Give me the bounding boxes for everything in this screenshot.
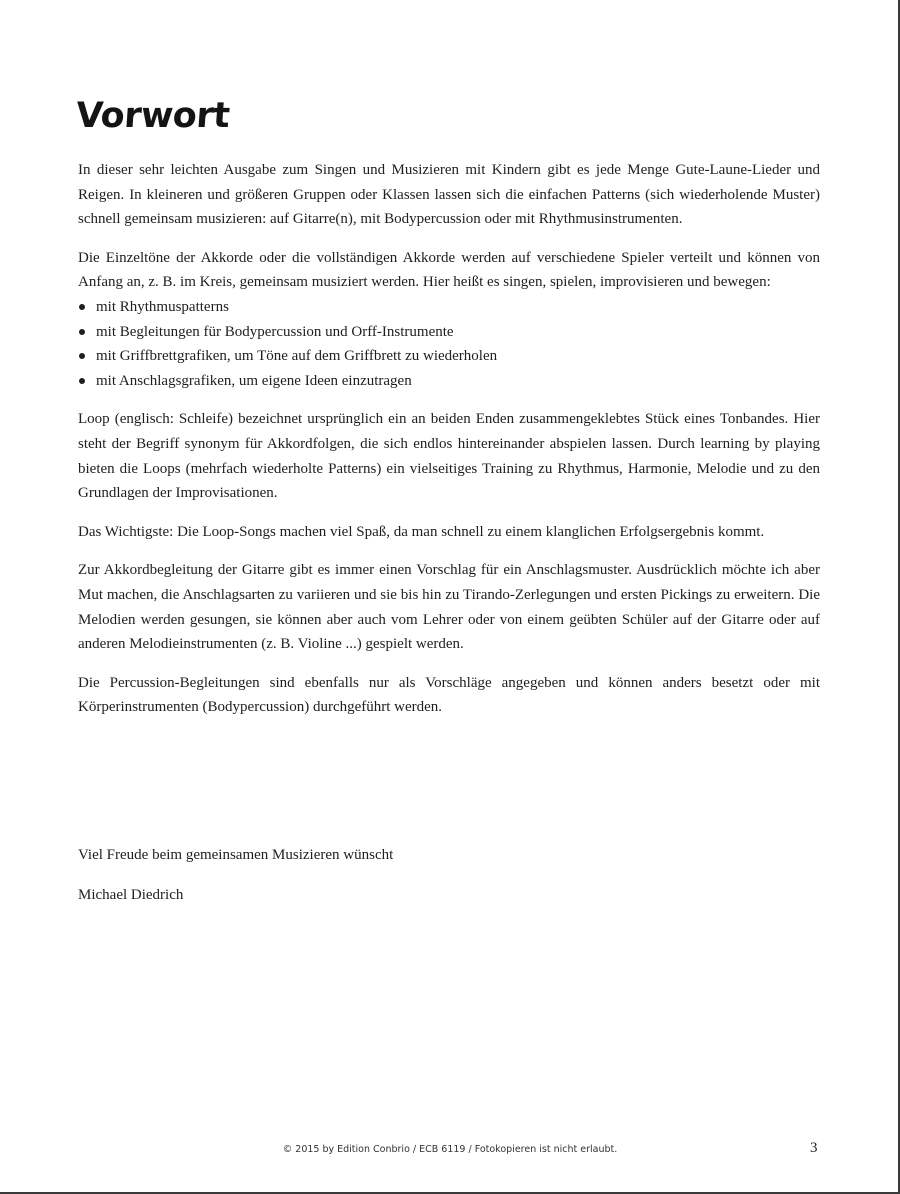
bullet-list: [78, 295, 820, 393]
author-name: Michael Diedrich: [78, 886, 184, 903]
footer-copyright: © 2015 by Edition Conbrio / ECB 6119 / Fotokopieren ist nicht erlaubt.: [282, 1144, 618, 1155]
page-title: Vorwort: [74, 96, 231, 136]
paragraph-percussion: Die Percussion-Begleitungen sind ebenfalls nur als Vorschläge angegeben und können anders besetzt oder mit Körperinstrumenten (Bodypercussion) durchgeführt werden.: [78, 674, 820, 716]
list-item-text: mit Rhythmuspatterns: [96, 298, 229, 315]
body-text: [78, 158, 820, 734]
paragraph-important: Das Wichtigste: Die Loop-Songs machen viel Spaß, da man schnell zu einem klanglichen Erfolgsergebnis kommt.: [78, 523, 765, 540]
paragraph-intro: In dieser sehr leichten Ausgabe zum Singen und Musizieren mit Kindern gibt es jede Menge Gute-Laune-Lieder und Reigen. In kleineren und größeren Gruppen oder Klassen lassen sich die einfachen Patterns (sich wiederholende Muster) schnell gemeinsam musizieren: auf Gitarre(n), mit Bodypercussion oder mit Rhythmusinstrumenten.: [78, 162, 820, 228]
list-item: [78, 320, 820, 345]
paragraph-guitar: Zur Akkordbegleitung der Gitarre gibt es immer einen Vorschlag für ein Anschlagsmuster. Ausdrücklich möchte ich aber Mut machen, die Anschlagsarten zu variieren und sie bis hin zu Tirando-Zerlegungen und ersten Pickings zu erweitern. Die Melodien werden gesungen, sie können aber auch vom Lehrer oder von einem geübten Schüler auf der Gitarre oder auf anderen Melodieinstrumenten (z. B. Violine ...) gespielt werden.: [78, 562, 820, 653]
closing-greeting: Viel Freude beim gemeinsamen Musizieren wünscht: [78, 847, 394, 863]
bullet-dot-icon: [79, 378, 85, 384]
list-item: [78, 344, 820, 369]
list-item-text: mit Anschlagsgrafiken, um eigene Ideen einzutragen: [96, 372, 412, 389]
list-item-text: mit Begleitungen für Bodypercussion und Orff-Instrumente: [96, 323, 454, 340]
bullet-dot-icon: [79, 353, 85, 359]
list-item: [78, 295, 820, 320]
list-item-text: mit Griffbrettgrafiken, um Töne auf dem Griffbrett zu wiederholen: [96, 348, 498, 365]
paragraph-loop: Loop (englisch: Schleife) bezeichnet ursprünglich ein an beiden Enden zusammengeklebtes Stück eines Tonbandes. Hier steht der Begriff synonym für Akkordfolgen, die sich endlos hintereinander abspielen lassen. Durch learning by playing bieten die Loops (mehrfach wiederholte Patterns) ein vielseitiges Training zu Rhythmus, Harmonie, Melodie und zu den Grundlagen der Improvisationen.: [78, 411, 820, 502]
closing: [78, 843, 393, 922]
page-number: 3: [810, 1140, 818, 1156]
bullet-dot-icon: [79, 329, 85, 335]
bullet-dot-icon: [79, 304, 85, 310]
list-item: [78, 369, 820, 394]
paragraph-chords: Die Einzeltöne der Akkorde oder die vollständigen Akkorde werden auf verschiedene Spieler verteilt und können von Anfang an, z. B. im Kreis, gemeinsam musiziert werden. Hier heißt es singen, spielen, improvisieren und bewegen:: [78, 249, 820, 291]
